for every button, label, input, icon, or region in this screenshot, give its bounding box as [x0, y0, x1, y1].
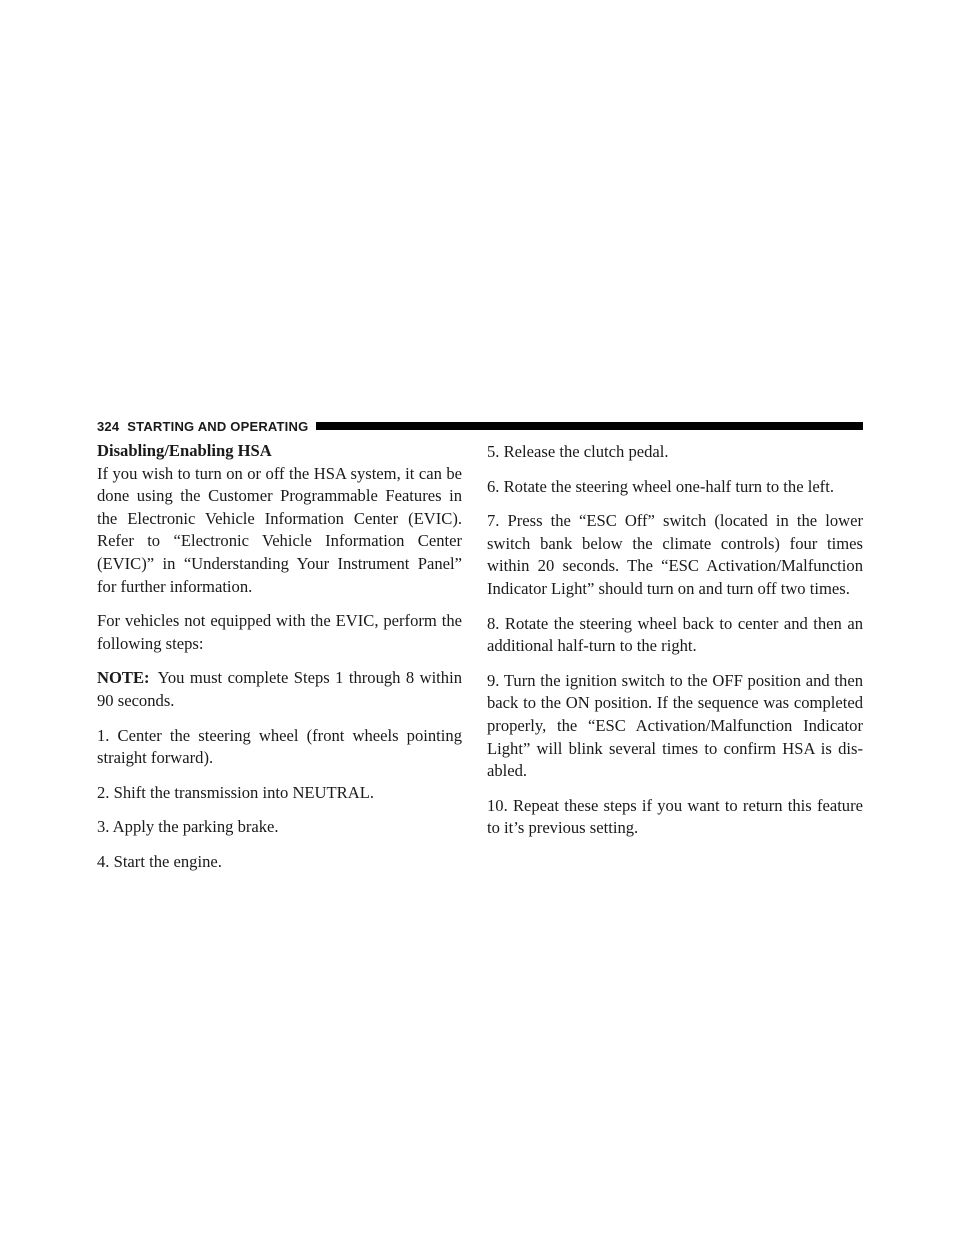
step-2: 2. Shift the transmission into NEUTRAL. — [97, 782, 375, 802]
note-paragraph — [97, 667, 462, 712]
step-1: 1. Center the steering wheel (front wheels pointing straight forward). — [97, 725, 462, 768]
step-3: 3. Apply the parking brake. — [97, 817, 279, 837]
step-7: 7. Press the “ESC Off” switch (located in the lower switch bank below the climate controls) four times within 20 seconds. The “ESC Activation/Malfunction Indicator Light” should turn on and turn off two times. — [487, 511, 863, 598]
step-9: 9. Turn the ignition switch to the OFF position and then back to the ON position. If the sequence was completed properly, the “ESC Activation/Malfunction Indicator Light” will blink several times to confirm HSA is disabled. — [487, 670, 863, 781]
step-6: 6. Rotate the steering wheel one-half turn to the left. — [487, 476, 834, 496]
page-header — [97, 417, 863, 435]
note-text: You must complete Steps 1 through 8 within 90 seconds. — [97, 668, 462, 710]
step-8: 8. Rotate the steering wheel back to center and then an additional half-turn to the right. — [487, 613, 863, 656]
right-column — [487, 441, 863, 852]
left-column — [97, 440, 462, 886]
no-evic-paragraph: For vehicles not equipped with the EVIC, perform the following steps: — [97, 611, 462, 653]
section-heading: Disabling/Enabling HSA — [97, 441, 272, 460]
header-rule — [316, 422, 863, 430]
step-10: 10. Repeat these steps if you want to return this feature to it’s previous setting. — [487, 795, 863, 838]
step-4: 4. Start the engine. — [97, 851, 222, 871]
page-number: 324 — [97, 418, 120, 434]
step-5: 5. Release the clutch pedal. — [487, 442, 669, 461]
section-title: STARTING AND OPERATING — [127, 418, 309, 434]
intro-paragraph: If you wish to turn on or off the HSA system, it can be done using the Customer Programmable Features in the Electronic Vehicle Information Center (EVIC). Refer to “Electronic Vehicle Information Center (EVIC)” in “Understanding Your Instrument Panel” for further information. — [97, 463, 462, 596]
note-label: NOTE: — [97, 668, 150, 688]
